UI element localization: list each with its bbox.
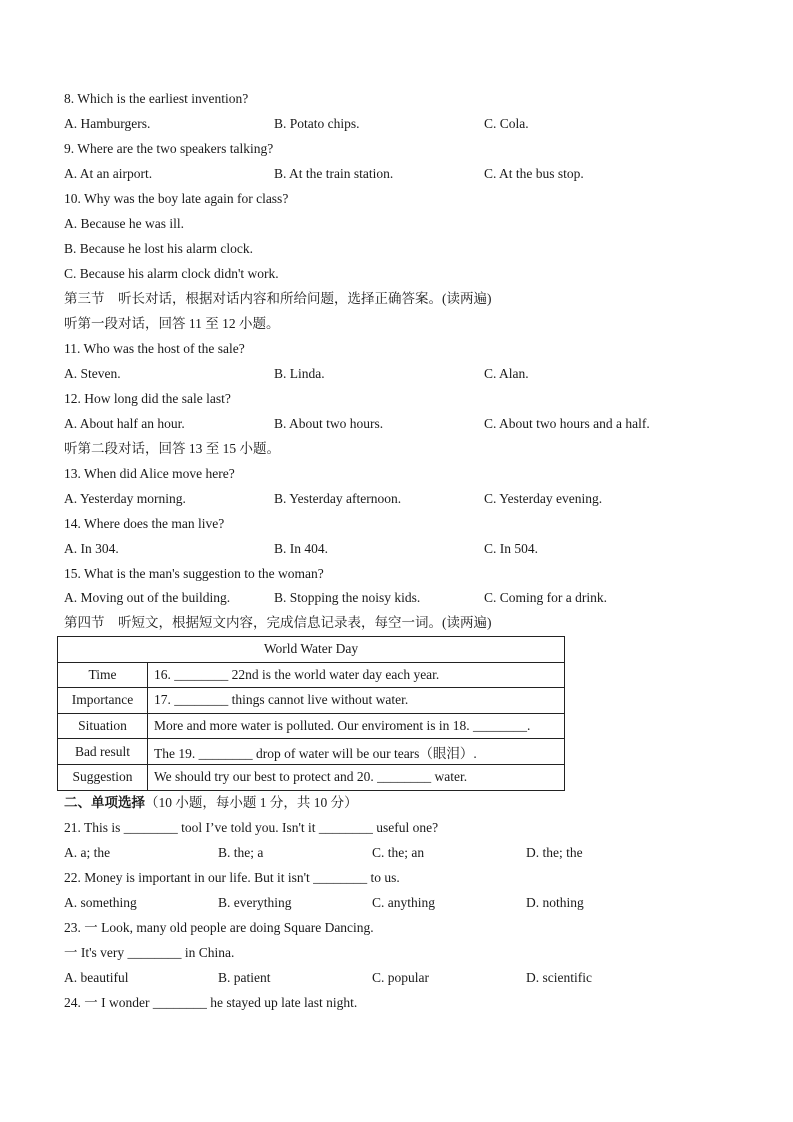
dialog-instruction: 听第二段对话，回答 13 至 15 小题。: [64, 441, 280, 456]
option-c: C. Yesterday evening.: [484, 491, 603, 506]
part-heading-title: 二、单项选择: [64, 795, 145, 810]
question-stem: 9. Where are the two speakers talking?: [64, 141, 274, 156]
option-a: A. a; the: [64, 845, 111, 860]
row-text: 16. ________ 22nd is the world water day each year.: [148, 662, 565, 688]
option-a: A. About half an hour.: [64, 416, 185, 431]
table-title: World Water Day: [58, 637, 565, 663]
table-row: [58, 764, 565, 790]
dialog-reply: 一 It's very ________ in China.: [64, 945, 235, 960]
section-heading: 第四节 听短文，根据短文内容，完成信息记录表，每空一词。(读两遍): [64, 615, 492, 630]
option-c: C. popular: [372, 970, 429, 985]
option-b: B. Stopping the noisy kids.: [274, 590, 421, 605]
option-b: B. Yesterday afternoon.: [274, 491, 402, 506]
row-label: Time: [58, 662, 148, 688]
info-record-table: [57, 636, 565, 791]
option-a: A. In 304.: [64, 541, 119, 556]
question-stem: 24. 一 I wonder ________ he stayed up late last night.: [64, 995, 358, 1010]
row-text: The 19. ________ drop of water will be our tears（眼泪）.: [148, 739, 565, 765]
option-b: B. In 404.: [274, 541, 328, 556]
option-b: B. Because he lost his alarm clock.: [64, 241, 253, 256]
option-b: B. Potato chips.: [274, 116, 360, 131]
option-c: C. At the bus stop.: [484, 166, 584, 181]
option-c: C. Cola.: [484, 116, 529, 131]
question-stem: 13. When did Alice move here?: [64, 466, 235, 481]
option-b: B. everything: [218, 895, 292, 910]
option-c: C. About two hours and a half.: [484, 416, 650, 431]
option-a: A. something: [64, 895, 137, 910]
question-stem: 10. Why was the boy late again for class?: [64, 191, 289, 206]
option-b: B. patient: [218, 970, 271, 985]
option-a: A. Yesterday morning.: [64, 491, 186, 506]
question-stem: 15. What is the man's suggestion to the woman?: [64, 566, 324, 581]
question-stem: 21. This is ________ tool I’ve told you. Isn't it ________ useful one?: [64, 820, 439, 835]
option-c: C. Alan.: [484, 366, 529, 381]
option-b: B. the; a: [218, 845, 264, 860]
option-b: B. At the train station.: [274, 166, 394, 181]
option-d: D. the; the: [526, 845, 583, 860]
question-stem: 14. Where does the man live?: [64, 516, 225, 531]
option-a: A. beautiful: [64, 970, 129, 985]
row-label: Situation: [58, 713, 148, 739]
table-title-row: [58, 637, 565, 663]
table-row: [58, 713, 565, 739]
question-stem: 23. 一 Look, many old people are doing Square Dancing.: [64, 920, 374, 935]
question-stem: 22. Money is important in our life. But it isn't ________ to us.: [64, 870, 400, 885]
table-row: [58, 688, 565, 714]
row-label: Bad result: [58, 739, 148, 765]
row-text: More and more water is polluted. Our enviroment is in 18. ________.: [148, 713, 565, 739]
dialog-instruction: 听第一段对话，回答 11 至 12 小题。: [64, 316, 280, 331]
option-c: C. Coming for a drink.: [484, 590, 607, 605]
row-text: 17. ________ things cannot live without water.: [148, 688, 565, 714]
part-heading: [64, 794, 358, 812]
option-a: A. Steven.: [64, 366, 121, 381]
row-label: Suggestion: [58, 764, 148, 790]
option-a: A. Because he was ill.: [64, 216, 184, 231]
table-row: [58, 739, 565, 765]
option-c: C. the; an: [372, 845, 425, 860]
question-stem: 11. Who was the host of the sale?: [64, 341, 245, 356]
option-a: A. Moving out of the building.: [64, 590, 231, 605]
option-d: D. nothing: [526, 895, 584, 910]
option-a: A. At an airport.: [64, 166, 153, 181]
option-b: B. Linda.: [274, 366, 325, 381]
question-stem: 12. How long did the sale last?: [64, 391, 231, 406]
part-heading-note: （10 小题，每小题 1 分，共 10 分）: [145, 795, 358, 810]
option-c: C. anything: [372, 895, 435, 910]
question-stem: 8. Which is the earliest invention?: [64, 91, 249, 106]
option-c: C. Because his alarm clock didn't work.: [64, 266, 279, 281]
option-a: A. Hamburgers.: [64, 116, 151, 131]
option-b: B. About two hours.: [274, 416, 384, 431]
option-d: D. scientific: [526, 970, 592, 985]
row-text: We should try our best to protect and 20. ________ water.: [148, 764, 565, 790]
section-heading: 第三节 听长对话，根据对话内容和所给问题，选择正确答案。(读两遍): [64, 291, 492, 306]
table-row: [58, 662, 565, 688]
row-label: Importance: [58, 688, 148, 714]
option-c: C. In 504.: [484, 541, 538, 556]
